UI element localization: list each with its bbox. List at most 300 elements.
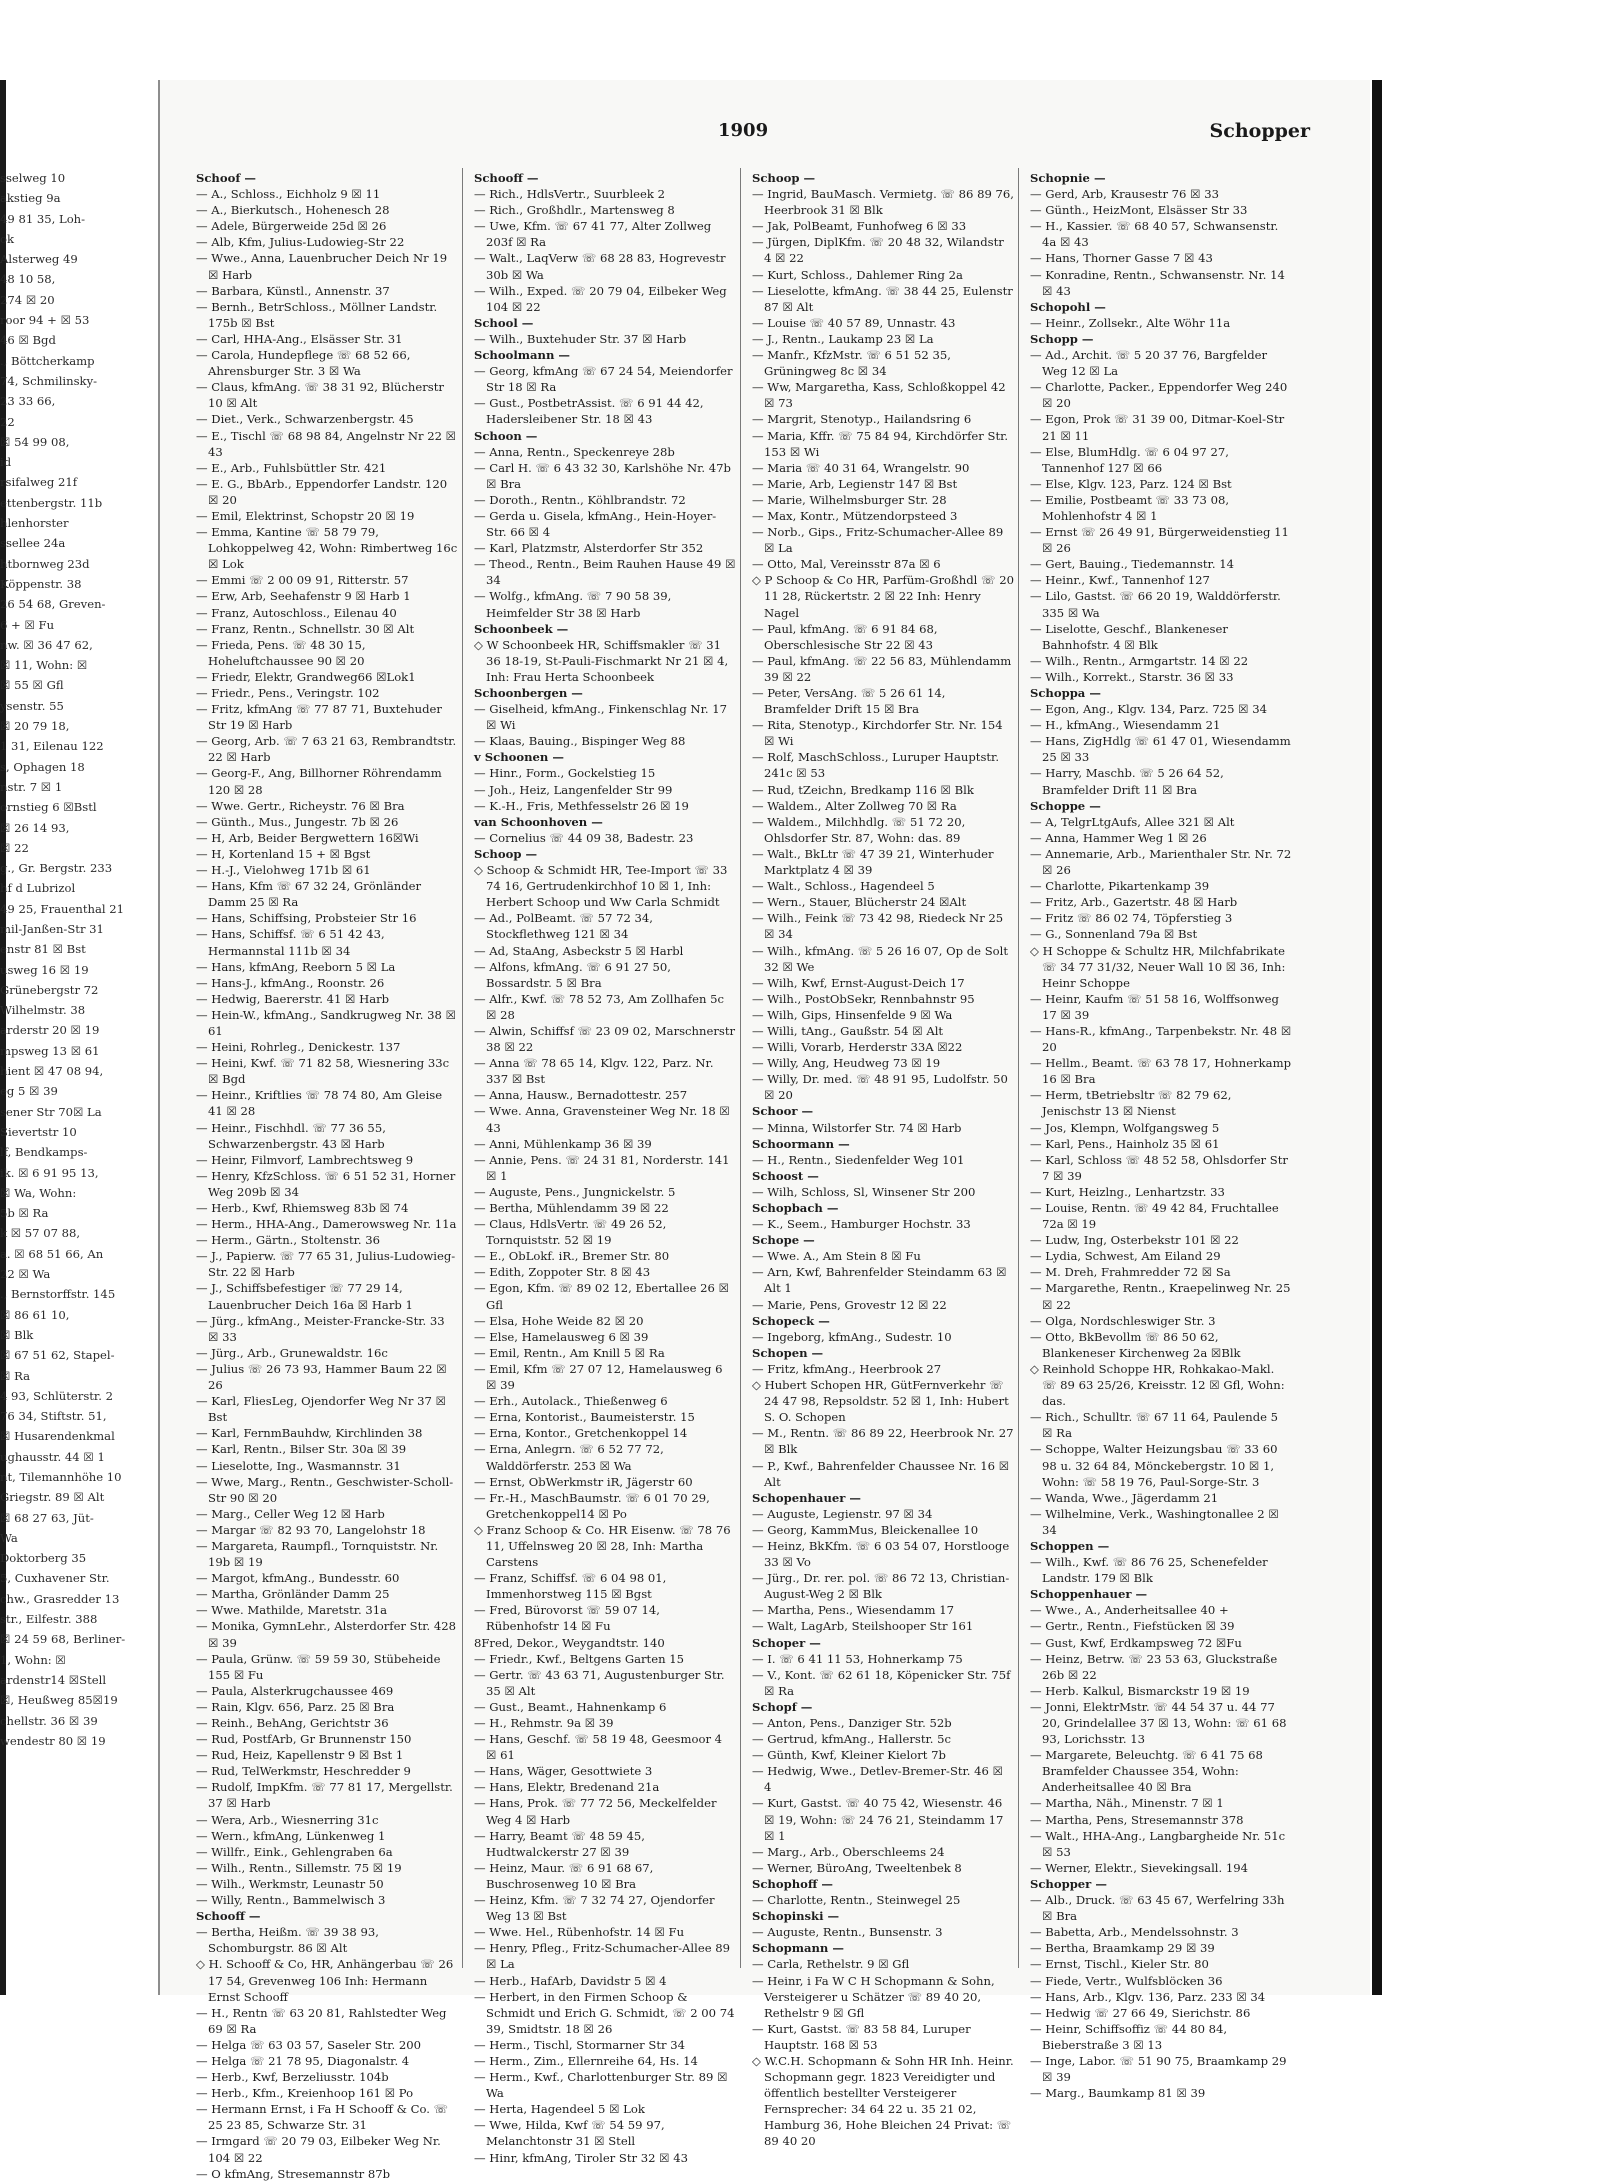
directory-entry: — Emil, Rentn., Am Knill 5 ☒ Ra bbox=[474, 1345, 665, 1360]
fragment-line: 22 bbox=[0, 414, 15, 429]
directory-entry: — Manfr., KfzMstr. ☏ 6 51 52 35, Grüningweg 8c ☒ 34 bbox=[752, 348, 951, 379]
directory-entry: — P., Kwf., Bahrenfelder Chaussee Nr. 16 ☒ Alt bbox=[752, 1458, 1010, 1489]
surname-heading: Schopohl — bbox=[1030, 299, 1106, 314]
directory-entry: — Walt., Schloss., Hagendeel 5 bbox=[752, 879, 935, 894]
directory-entry: — Hermann Ernst, i Fa H Schooff & Co. ☏ 25 23 85, Schwarze Str. 31 bbox=[196, 2102, 449, 2133]
fragment-line: 48 10 58, bbox=[0, 272, 56, 287]
fragment-line: Wa bbox=[0, 1530, 18, 1545]
directory-entry: — Georg, Arb. ☏ 7 63 21 63, Rembrandtstr. 22 ☒ Harb bbox=[196, 734, 457, 765]
fragment-line: ☒ 54 99 08, bbox=[0, 434, 70, 449]
directory-entry: — Konradine, Rentn., Schwansenstr. Nr. 14 ☒ 43 bbox=[1030, 267, 1285, 298]
directory-entry: — Margot, kfmAng., Bundesstr. 60 bbox=[196, 1571, 400, 1586]
directory-entry: — Annie, Pens. ☏ 24 31 81, Norderstr. 141 ☒ 1 bbox=[474, 1152, 730, 1183]
directory-entry: — Ad, StaAng, Asbeckstr 5 ☒ Harbl bbox=[474, 943, 684, 958]
fragment-line: ik. ☒ 6 91 95 13, bbox=[0, 1165, 99, 1180]
directory-entry: — Emil, Elektrinst, Schopstr 20 ☒ 19 bbox=[196, 508, 415, 523]
surname-heading: Schoolmann — bbox=[474, 348, 570, 363]
directory-entry: — J., Rentn., Laukamp 23 ☒ La bbox=[752, 331, 934, 346]
directory-entry: — Lieselotte, kfmAng. ☏ 38 44 25, Eulenstr 87 ☒ Alt bbox=[752, 283, 1013, 314]
directory-entry: — Wera, Arb., Wiesnerring 31c bbox=[196, 1812, 379, 1827]
directory-entry: ◇ W Schoonbeek HR, Schiffsmakler ☏ 31 36 18-19, St-Pauli-Fischmarkt Nr 21 ☒ 4, Inh: Frau Herta Schoonbeek bbox=[474, 637, 729, 684]
directory-entry: — Helga ☏ 63 03 57, Saseler Str. 200 bbox=[196, 2037, 421, 2052]
fragment-line: ☒ 68 27 63, Jüt- bbox=[0, 1510, 94, 1525]
directory-entry: — Egon, Prok ☏ 31 39 00, Ditmar-Koel-Str 21 ☒ 11 bbox=[1030, 412, 1285, 443]
directory-entry: — Heinz, Maur. ☏ 6 91 68 67, Buschrosenweg 10 ☒ Bra bbox=[474, 1860, 654, 1891]
fragment-line: wendestr 80 ☒ 19 bbox=[0, 1733, 106, 1748]
directory-entry: — Wilh., Rentn., Armgartstr. 14 ☒ 22 bbox=[1030, 653, 1249, 668]
fragment-line: akstieg 9a bbox=[0, 191, 61, 206]
directory-entry: — Erh., Autolack., Thießenweg 6 bbox=[474, 1394, 668, 1409]
directory-entry: — Emma, Kantine ☏ 58 79 79, Lohkoppelweg 42, Wohn: Rimbertweg 16c ☒ Lok bbox=[196, 525, 458, 572]
directory-entry: — Charlotte, Pikartenkamp 39 bbox=[1030, 879, 1210, 894]
directory-entry: — Anna, Hammer Weg 1 ☒ 26 bbox=[1030, 830, 1207, 845]
fragment-line: ☒ Wa, Wohn: bbox=[0, 1185, 77, 1200]
directory-entry: — E., Tischl ☏ 68 98 84, Angelnstr Nr 22 ☒ 43 bbox=[196, 428, 457, 459]
directory-entry: — Ingeborg, kfmAng., Sudestr. 10 bbox=[752, 1329, 952, 1344]
fragment-line: 1 31, Eilenau 122 bbox=[0, 739, 104, 754]
directory-entry: — Fritz, Arb., Gazertstr. 48 ☒ Harb bbox=[1030, 895, 1238, 910]
fragment-line: k ☒ 57 07 88, bbox=[0, 1226, 81, 1241]
directory-entry: ◇ H. Schooff & Co, HR, Anhängerbau ☏ 26 17 54, Grevenweg 106 Inh: Hermann Ernst Schooff bbox=[196, 1957, 454, 2004]
fragment-line: sener Str 70☒ La bbox=[0, 1104, 102, 1119]
directory-entry: — Auguste, Rentn., Bunsenstr. 3 bbox=[752, 1925, 943, 1940]
surname-heading: Schoper — bbox=[752, 1635, 821, 1650]
directory-entry: — Wilh., Rentn., Sillemstr. 75 ☒ 19 bbox=[196, 1860, 402, 1875]
directory-entry: — Heini, Kwf. ☏ 71 82 58, Wiesnering 33c ☒ Bgd bbox=[196, 1056, 450, 1087]
directory-entry: — Hans-R., kfmAng., Tarpenbekstr. Nr. 48 ☒ 20 bbox=[1030, 1023, 1292, 1055]
directory-entry: — Alb, Kfm, Julius-Ludowieg-Str 22 bbox=[196, 235, 405, 250]
directory-entry: — Louise ☏ 40 57 89, Unnastr. 43 bbox=[752, 315, 956, 330]
directory-entry: — Rita, Stenotyp., Kirchdorfer Str. Nr. 154 ☒ Wi bbox=[752, 718, 1003, 749]
fragment-line: ardenstr14 ☒Stell bbox=[0, 1672, 107, 1687]
surname-heading: Schopf — bbox=[752, 1699, 813, 1714]
directory-entry: — Schoppe, Walter Heizungsbau ☏ 33 60 98 u. 32 64 84, Mönckebergstr. 10 ☒ 1, Wohn: ☏ 58 19 76, Paul-Sorge-Str. 3 bbox=[1030, 1442, 1278, 1489]
directory-entry: — Fiede, Vertr., Wulfsblöcken 36 bbox=[1030, 1973, 1223, 1988]
surname-heading: Schoof — bbox=[196, 171, 256, 185]
directory-entry: — Jürgen, DiplKfm. ☏ 20 48 32, Wilandstr 4 ☒ 22 bbox=[752, 235, 1004, 266]
directory-entry: — Karl, FliesLeg, Ojendorfer Weg Nr 37 ☒ Bst bbox=[196, 1394, 446, 1425]
directory-entry: — Wwe. Hel., Rübenhofstr. 14 ☒ Fu bbox=[474, 1925, 685, 1940]
directory-entry: — Heinz, BkKfm. ☏ 6 03 54 07, Horstlooge 33 ☒ Vo bbox=[752, 1538, 1010, 1570]
directory-entry: — H, Kortenland 15 + ☒ Bgst bbox=[196, 846, 371, 861]
fragment-line: ☒ 86 61 10, bbox=[0, 1307, 70, 1322]
directory-entry: — H., Rehmstr. 9a ☒ 39 bbox=[474, 1716, 614, 1730]
directory-entry: — Karl, FernmBauhdw, Kirchlinden 38 bbox=[196, 1426, 423, 1441]
directory-entry: — Paul, kfmAng. ☏ 22 56 83, Mühlendamm 39 ☒ 22 bbox=[752, 653, 1012, 684]
fragment-line: ☒ 24 59 68, Berliner- bbox=[0, 1632, 126, 1647]
directory-entry: — Minna, Wilstorfer Str. 74 ☒ Harb bbox=[752, 1120, 962, 1135]
directory-entry: — Helga ☏ 21 78 95, Diagonalstr. 4 bbox=[196, 2053, 410, 2068]
directory-entry: — Wilh., PostObSekr, Rennbahnstr 95 bbox=[752, 991, 975, 1006]
directory-entry: — Uwe, Kfm. ☏ 67 41 77, Alter Zollweg 203f ☒ Ra bbox=[474, 219, 712, 250]
directory-entry: — Martha, Pens., Wiesendamm 17 bbox=[752, 1603, 954, 1618]
directory-entry: — Wilh, Schloss, Sl, Winsener Str 200 bbox=[752, 1184, 976, 1199]
column-rule bbox=[740, 168, 741, 1968]
directory-entry: — Wwe. A., Am Stein 8 ☒ Fu bbox=[752, 1249, 921, 1264]
directory-entry: — Hellm., Beamt. ☏ 63 78 17, Hohnerkamp 16 ☒ Bra bbox=[1030, 1056, 1291, 1087]
fragment-line: nw. ☒ 36 47 62, bbox=[0, 637, 93, 652]
directory-entry: — Hans, Wäger, Gesottwiete 3 bbox=[474, 1764, 653, 1779]
directory-entry: — Paul, kfmAng. ☏ 6 91 84 68, Oberschlesische Str 22 ☒ 43 bbox=[752, 621, 938, 652]
directory-entry: — Gust, Kwf, Erdkampsweg 72 ☒Fu bbox=[1030, 1635, 1242, 1650]
fragment-line: id bbox=[0, 455, 12, 470]
directory-entry: — Walt., LaqVerw ☏ 68 28 83, Hogrevestr 30b ☒ Wa bbox=[474, 251, 726, 282]
directory-entry: — Else, Klgv. 123, Parz. 124 ☒ Bst bbox=[1030, 476, 1232, 491]
directory-entry: — Wilh., kfmAng. ☏ 5 26 16 07, Op de Solt 32 ☒ We bbox=[752, 943, 1008, 974]
right-page-edge bbox=[1372, 80, 1382, 1995]
fragment-line: 22 ☒ Wa bbox=[0, 1267, 51, 1282]
directory-entry: — Cornelius ☏ 44 09 38, Badestr. 23 bbox=[474, 830, 694, 845]
fragment-line: 4 93, Schlüterstr. 2 bbox=[0, 1388, 113, 1403]
directory-entry: — Henry, Pfleg., Fritz-Schumacher-Allee 89 ☒ La bbox=[474, 1941, 730, 1972]
fragment-line: ., Bernstorffstr. 145 bbox=[0, 1287, 116, 1302]
directory-entry: — Doroth., Rentn., Köhlbrandstr. 72 bbox=[474, 492, 686, 507]
directory-entry: — Hans, Thorner Gasse 7 ☒ 43 bbox=[1030, 251, 1213, 266]
directory-entry: — Hein-W., kfmAng., Sandkrugweg Nr. 38 ☒ 61 bbox=[196, 1007, 456, 1038]
directory-entry: — Jos, Klempn, Wolfgangsweg 5 bbox=[1030, 1120, 1220, 1135]
directory-entry: — Otto, Mal, Vereinsstr 87a ☒ 6 bbox=[752, 557, 941, 572]
directory-entry: — Wilh., Korrekt., Starstr. 36 ☒ 33 bbox=[1030, 669, 1234, 684]
directory-entry: — Marie, Pens, Grovestr 12 ☒ 22 bbox=[752, 1297, 947, 1312]
directory-entry: — Bertha, Braamkamp 29 ☒ 39 bbox=[1030, 1941, 1215, 1956]
surname-heading: Schoppen — bbox=[1030, 1538, 1110, 1553]
directory-entry: — Martha, Pens, Stresemannstr 378 bbox=[1030, 1812, 1244, 1827]
directory-page bbox=[158, 80, 1370, 2181]
directory-entry: — Günth., Mus., Jungestr. 7b ☒ 26 bbox=[196, 814, 399, 829]
directory-entry: — Rich., HdlsVertr., Suurbleek 2 bbox=[474, 187, 665, 202]
directory-entry: — M., Rentn. ☏ 86 89 22, Heerbrook Nr. 27 ☒ Blk bbox=[752, 1426, 1014, 1457]
directory-entry: — Carl H. ☏ 6 43 32 30, Karlshöhe Nr. 47b ☒ Bra bbox=[474, 460, 731, 491]
directory-entry: — Hans, kfmAng, Reeborn 5 ☒ La bbox=[196, 959, 396, 974]
directory-entry: — Gertrud, kfmAng., Hallerstr. 5c bbox=[752, 1732, 951, 1747]
directory-entry: — Edith, Zoppoter Str. 8 ☒ 43 bbox=[474, 1265, 651, 1280]
directory-entry: — Maria, Kffr. ☏ 75 84 94, Kirchdörfer Str. 153 ☒ Wi bbox=[752, 428, 1009, 459]
directory-entry: ◇ P Schoop & Co HR, Parfüm-Großhdl ☏ 20 11 28, Rückertstr. 2 ☒ 22 Inh: Henry Nagel bbox=[752, 573, 1014, 620]
directory-entry: — Claus, kfmAng. ☏ 38 31 92, Blücherstr 10 ☒ Alt bbox=[196, 380, 444, 411]
directory-entry: — Willi, tAng., Gaußstr. 54 ☒ Alt bbox=[752, 1023, 944, 1038]
directory-entry: — E., ObLokf. iR., Bremer Str. 80 bbox=[474, 1249, 670, 1264]
directory-entry: — Arn, Kwf, Bahrenfelder Steindamm 63 ☒ Alt 1 bbox=[752, 1265, 1007, 1296]
directory-entry: — Ww, Margaretha, Kass, Schloßkoppel 42 ☒ 73 bbox=[752, 380, 1006, 411]
directory-entry: — Gertr. ☏ 43 63 71, Augustenburger Str. 35 ☒ Alt bbox=[474, 1667, 725, 1698]
fragment-line: hf d Lubrizol bbox=[0, 881, 76, 896]
directory-entry: — Wwe., Anna, Lauenbrucher Deich Nr 19 ☒ Harb bbox=[196, 251, 448, 282]
fragment-line: nt, Tilemannhöhe 10 bbox=[0, 1470, 122, 1484]
directory-entry: — Friedr., Pens., Veringstr. 102 bbox=[196, 686, 380, 700]
directory-entry: — Willy, Ang, Heudweg 73 ☒ 19 bbox=[752, 1056, 941, 1071]
directory-entry: — M. Dreh, Frahmredder 72 ☒ Sa bbox=[1030, 1265, 1231, 1280]
directory-entry: — Inge, Labor. ☏ 51 90 75, Braamkamp 29 ☒ 39 bbox=[1030, 2053, 1287, 2085]
directory-entry: — Irmgard ☏ 20 79 03, Eilbeker Weg Nr. 104 ☒ 22 bbox=[196, 2134, 441, 2165]
directory-entry: — Friedr, Elektr, Grandweg66 ☒Lok1 bbox=[196, 669, 416, 684]
directory-entry: — H., Kassier. ☏ 68 40 57, Schwansenstr. 4a ☒ 43 bbox=[1030, 219, 1279, 250]
fragment-line: ., Böttcherkamp bbox=[0, 353, 95, 368]
surname-heading: Schooff — bbox=[196, 1909, 261, 1924]
directory-entry: — Gust., Beamt., Hahnenkamp 6 bbox=[474, 1699, 667, 1714]
directory-entry: — G., Sonnenland 79a ☒ Bst bbox=[1030, 927, 1198, 942]
directory-entry: — Willy, Dr. med. ☏ 48 91 95, Ludolfstr. 50 ☒ 20 bbox=[752, 1072, 1008, 1103]
directory-entry: — Wwe. Gertr., Richeystr. 76 ☒ Bra bbox=[196, 798, 405, 813]
fragment-line: 46 ☒ Bgd bbox=[0, 333, 56, 348]
directory-entry: — Hedwig ☏ 27 66 49, Sierichstr. 86 bbox=[1030, 2005, 1251, 2020]
directory-entry: — Anna, Hausw., Bernadottestr. 257 bbox=[474, 1088, 688, 1103]
directory-entry: — Wolfg., kfmAng. ☏ 7 90 58 39, Heimfelder Str 38 ☒ Harb bbox=[474, 589, 672, 620]
directory-entry: — J., Schiffsbefestiger ☏ 77 29 14, Lauenbrucher Deich 16a ☒ Harb 1 bbox=[196, 1281, 413, 1312]
directory-entry: — Alfons, kfmAng. ☏ 6 91 27 50, Bossardstr. 5 ☒ Bra bbox=[474, 959, 671, 990]
directory-entry: — Karl, Pens., Hainholz 35 ☒ 61 bbox=[1030, 1136, 1220, 1151]
fragment-line: nstr. 7 ☒ 1 bbox=[0, 779, 63, 794]
surname-heading: Schoppa — bbox=[1030, 686, 1101, 700]
fragment-line: ughausstr. 44 ☒ 1 bbox=[0, 1449, 105, 1464]
directory-entry: — Kurt, Heizlng., Lenhartzstr. 33 bbox=[1030, 1184, 1225, 1199]
surname-heading: Schoonbeek — bbox=[474, 621, 569, 636]
directory-entry: — Carla, Rethelstr. 9 ☒ Gfl bbox=[752, 1957, 910, 1972]
fragment-line: Doktorberg 35 bbox=[0, 1551, 87, 1566]
directory-entry: — Willfr., Eink., Gehlengraben 6a bbox=[196, 1844, 393, 1859]
directory-entry: — Waldem., Milchhdlg. ☏ 51 72 20, Ohlsdorfer Str. 87, Wohn: das. 89 bbox=[752, 814, 966, 845]
directory-entry: — Monika, GymnLehr., Alsterdorfer Str. 428 ☒ 39 bbox=[196, 1619, 457, 1650]
directory-entry: — Fritz, kfmAng ☏ 77 87 71, Buxtehuder Str 19 ☒ Harb bbox=[196, 702, 442, 733]
directory-entry: — Hans-J., kfmAng., Roonstr. 26 bbox=[196, 975, 385, 990]
directory-entry: — Wwe, Marg., Rentn., Geschwister-Scholl-Str 90 ☒ 20 bbox=[196, 1474, 454, 1505]
surname-heading: Schoop — bbox=[752, 171, 816, 185]
directory-entry: — Egon, Kfm. ☏ 89 02 12, Ebertallee 26 ☒ Gfl bbox=[474, 1281, 729, 1312]
directory-entry: — K., Seem., Hamburger Hochstr. 33 bbox=[752, 1217, 971, 1232]
directory-entry: — Erna, Kontorist., Baumeisterstr. 15 bbox=[474, 1410, 695, 1425]
surname-heading: van Schoonhoven — bbox=[474, 814, 603, 829]
surname-heading: Schopnie — bbox=[1030, 171, 1106, 185]
directory-entry: — Werner, BüroAng, Tweeltenbek 8 bbox=[752, 1860, 962, 1875]
directory-entry: — Hans, Schiffsf. ☏ 6 51 42 43, Hermannstal 111b ☒ 34 bbox=[196, 927, 385, 958]
directory-entry: — Carl, HHA-Ang., Elsässer Str. 31 bbox=[196, 331, 403, 346]
surname-heading: Schoonbergen — bbox=[474, 686, 583, 700]
fragment-line: ☒, Heußweg 85☒19 bbox=[0, 1693, 118, 1708]
directory-entry: — Auguste, Legienstr. 97 ☒ 34 bbox=[752, 1506, 933, 1521]
directory-entry: — Margarete, Beleuchtg. ☏ 6 41 75 68 Bramfelder Chaussee 354, Wohn: Anderheitsallee 40 ☒ Bra bbox=[1030, 1748, 1263, 1795]
directory-entry: — Diet., Verk., Schwarzenbergstr. 45 bbox=[196, 412, 414, 427]
surname-heading: Schopen — bbox=[752, 1345, 824, 1360]
fragment-line: 5b ☒ Ra bbox=[0, 1206, 49, 1221]
directory-entry: — Franz, Rentn., Schnellstr. 30 ☒ Alt bbox=[196, 621, 415, 636]
directory-entry: — Julius ☏ 26 73 93, Hammer Baum 22 ☒ 26 bbox=[196, 1361, 447, 1393]
fragment-line: 26 54 68, Greven- bbox=[0, 597, 106, 612]
surname-heading: Schope — bbox=[752, 1233, 815, 1248]
directory-entry: — Ernst ☏ 26 49 91, Bürgerweidenstieg 11 ☒ 26 bbox=[1030, 525, 1289, 556]
fragment-line: str., Eilfestr. 388 bbox=[0, 1612, 98, 1627]
directory-entry: — Margar ☏ 82 93 70, Langelohstr 18 bbox=[196, 1522, 426, 1537]
directory-entry: — A., Bierkutsch., Hohenesch 28 bbox=[196, 203, 390, 218]
surname-heading: Schopenhauer — bbox=[752, 1490, 861, 1505]
directory-entry: — Karl, Platzmstr, Alsterdorfer Str 352 bbox=[474, 541, 704, 556]
directory-entry: — Lydia, Schwest, Am Eiland 29 bbox=[1030, 1249, 1221, 1264]
directory-entry: — Heinr, i Fa W C H Schopmann & Sohn, Versteigerer u Schätzer ☏ 89 40 20, Rethelstr 9 ☒ Gfl bbox=[752, 1973, 995, 2020]
directory-entry: — Wilh., Kwf. ☏ 86 76 25, Schenefelder Landstr. 179 ☒ Blk bbox=[1030, 1555, 1268, 1586]
directory-entry: — Rain, Klgv. 656, Parz. 25 ☒ Bra bbox=[196, 1699, 395, 1714]
directory-entry: — Franz, Schiffsf. ☏ 6 04 98 01, Immenhorstweg 115 ☒ Bgst bbox=[474, 1571, 667, 1602]
directory-entry: — Claus, HdlsVertr. ☏ 49 26 52, Tornquiststr. 52 ☒ 19 bbox=[474, 1217, 667, 1248]
directory-entry: ◇ Franz Schoop & Co. HR Eisenw. ☏ 78 76 11, Uffelnsweg 20 ☒ 28, Inh: Martha Carstens bbox=[474, 1522, 731, 1570]
directory-entry: — Bertha, Mühlendamm 39 ☒ 22 bbox=[474, 1201, 669, 1215]
directory-entry: ◇ Schoop & Schmidt HR, Tee-Import ☏ 33 74 16, Gertrudenkirchhof 10 ☒ 1, Inh: Herbert Schoop und Ww Carla Schmidt bbox=[474, 863, 728, 910]
directory-entry: — Hans, Elektr, Bredenand 21a bbox=[474, 1780, 660, 1795]
directory-entry: — Walt, LagArb, Steilshooper Str 161 bbox=[752, 1619, 974, 1634]
directory-entry: ◇ H Schoppe & Schultz HR, Milchfabrikate ☏ 34 77 31/32, Neuer Wall 10 ☒ 36, Inh: Heinr Schoppe bbox=[1030, 943, 1286, 990]
surname-heading: v Schoonen — bbox=[474, 750, 564, 765]
left-page-fragment bbox=[0, 168, 146, 1968]
directory-entry: — Herbert, in den Firmen Schoop & Schmidt und Erich G. Schmidt, ☏ 2 00 74 39, Smidtstr. 18 ☒ 26 bbox=[474, 1989, 735, 2036]
directory-entry: — H., Rentn ☏ 63 20 81, Rahlstedter Weg 69 ☒ Ra bbox=[196, 2005, 447, 2036]
directory-entry: — Henry, KfzSchloss. ☏ 6 51 52 31, Horner Weg 209b ☒ 34 bbox=[196, 1168, 456, 1199]
directory-entry: — Lilo, Gastst. ☏ 66 20 19, Walddörferstr. 335 ☒ Wa bbox=[1030, 589, 1281, 620]
directory-entry: — Werner, Elektr., Sievekingsall. 194 bbox=[1030, 1860, 1248, 1875]
directory-entry: — Waldem., Alter Zollweg 70 ☒ Ra bbox=[752, 798, 957, 813]
directory-entry: — Wilh, Gips, Hinsenfelde 9 ☒ Wa bbox=[752, 1007, 953, 1022]
directory-entry: — Ernst, ObWerkmstr iR, Jägerstr 60 bbox=[474, 1474, 693, 1489]
fragment-line: Wilhelmstr. 38 bbox=[0, 1003, 86, 1018]
fragment-line: ettenbergstr. 11b bbox=[0, 495, 103, 510]
directory-entry: — Herm., HHA-Ang., Damerowsweg Nr. 11a bbox=[196, 1217, 457, 1232]
directory-entry: — Harry, Maschb. ☏ 5 26 64 52, Bramfelder Drift 11 ☒ Bra bbox=[1030, 766, 1224, 797]
directory-entry: — Erna, Kontor., Gretchenkoppel 14 bbox=[474, 1426, 688, 1441]
directory-entry: — Walt., HHA-Ang., Langbargheide Nr. 51c ☒ 53 bbox=[1030, 1828, 1286, 1859]
directory-entry: — Egon, Ang., Klgv. 134, Parz. 725 ☒ 34 bbox=[1030, 702, 1267, 717]
directory-column-1 bbox=[196, 170, 458, 2181]
directory-entry: — Ernst, Tischl., Kieler Str. 80 bbox=[1030, 1957, 1209, 1972]
directory-entry: — Charlotte, Rentn., Steinwegel 25 bbox=[752, 1893, 961, 1908]
directory-entry: — Heini, Rohrleg., Denickestr. 137 bbox=[196, 1040, 401, 1055]
directory-entry: — Bertha, Heißm. ☏ 39 38 93, Schomburgstr. 86 ☒ Alt bbox=[196, 1925, 379, 1956]
directory-entry: — Hans, Prok. ☏ 77 72 56, Meckelfelder Weg 4 ☒ Harb bbox=[474, 1796, 717, 1827]
directory-entry: — Heinz, Betrw. ☏ 23 53 63, Gluckstraße 26b ☒ 22 bbox=[1030, 1651, 1278, 1682]
directory-entry: — Willi, Vorarb, Herderstr 33A ☒22 bbox=[752, 1040, 963, 1055]
directory-entry: — Anton, Pens., Danziger Str. 52b bbox=[752, 1716, 952, 1730]
directory-entry: — Peter, VersAng. ☏ 5 26 61 14, Bramfelder Drift 15 ☒ Bra bbox=[752, 686, 946, 717]
directory-entry: — Babetta, Arb., Mendelssohnstr. 3 bbox=[1030, 1925, 1239, 1940]
directory-entry: — Emilie, Postbeamt ☏ 33 73 08, Mohlenhofstr 4 ☒ 1 bbox=[1030, 492, 1230, 523]
fragment-line: 74, Schmilinsky- bbox=[0, 373, 98, 388]
directory-entry: — Heinr., Fischhdl. ☏ 77 36 55, Schwarzenbergstr. 43 ☒ Harb bbox=[196, 1120, 386, 1151]
surname-heading: Schooff — bbox=[474, 171, 539, 185]
directory-entry: — Hans, Schiffsing, Probsteier Str 16 bbox=[196, 911, 417, 926]
directory-entry: — Karl, Schloss ☏ 48 52 58, Ohlsdorfer Str 7 ☒ 39 bbox=[1030, 1152, 1288, 1183]
fragment-line: s, Ophagen 18 bbox=[0, 759, 85, 774]
directory-entry: — Charlotte, Packer., Eppendorfer Weg 240 ☒ 20 bbox=[1030, 380, 1288, 411]
directory-entry: — Hedwig, Wwe., Detlev-Bremer-Str. 46 ☒ 4 bbox=[752, 1764, 1004, 1795]
directory-entry: — Jürg., Dr. rer. pol. ☏ 86 72 13, Christian-August-Weg 2 ☒ Blk bbox=[752, 1571, 1010, 1602]
directory-entry: — Else, BlumHdlg. ☏ 6 04 97 27, Tannenhof 127 ☒ 66 bbox=[1030, 444, 1229, 475]
fragment-line: enstr 81 ☒ Bst bbox=[0, 942, 86, 957]
directory-entry: — Marie, Wilhelmsburger Str. 28 bbox=[752, 492, 947, 507]
directory-entry: — Elsa, Hohe Weide 82 ☒ 20 bbox=[474, 1313, 644, 1328]
directory-entry: — Hans, Geschf. ☏ 58 19 48, Geesmoor 4 ☒ 61 bbox=[474, 1732, 723, 1763]
directory-entry: — Rud, TelWerkmstr, Heschredder 9 bbox=[196, 1764, 411, 1779]
directory-entry: — Ludw, Ing, Osterbekstr 101 ☒ 22 bbox=[1030, 1233, 1239, 1248]
fragment-line: g., Gr. Bergstr. 233 bbox=[0, 861, 113, 876]
directory-entry: — Herb. Kalkul, Bismarckstr 19 ☒ 19 bbox=[1030, 1683, 1250, 1698]
surname-heading: Schoon — bbox=[474, 428, 538, 443]
fragment-line: htbornweg 23d bbox=[0, 556, 90, 571]
directory-column-3 bbox=[752, 170, 1014, 2149]
directory-entry: — Rolf, MaschSchloss., Luruper Hauptstr. 241c ☒ 53 bbox=[752, 750, 1000, 781]
fragment-line: 1, Wohn: ☒ bbox=[0, 1652, 66, 1667]
directory-entry: — Herb., HafArb, Davidstr 5 ☒ 4 bbox=[474, 1973, 667, 1988]
surname-heading: Schoor — bbox=[752, 1104, 814, 1119]
directory-entry: — I. ☏ 6 41 11 53, Hohnerkamp 75 bbox=[752, 1651, 963, 1666]
directory-entry: — Alwin, Schiffsf ☏ 23 09 02, Marschnerstr 38 ☒ 22 bbox=[474, 1023, 736, 1055]
fragment-line: ☒ 26 14 93, bbox=[0, 820, 70, 835]
directory-entry: — Fritz, kfmAng., Heerbrook 27 bbox=[752, 1361, 942, 1376]
directory-entry: — Emmi ☏ 2 00 09 91, Ritterstr. 57 bbox=[196, 573, 409, 588]
directory-entry: — Franz, Autoschloss., Eilenau 40 bbox=[196, 605, 397, 620]
fragment-line: Alsterweg 49 bbox=[0, 252, 78, 267]
directory-entry: — Emil, Kfm ☏ 27 07 12, Hamelausweg 6 ☒ 39 bbox=[474, 1361, 723, 1393]
fragment-line: roor 94 + ☒ 53 bbox=[0, 313, 90, 328]
directory-entry: — Heinr., Kriftlies ☏ 78 74 80, Am Gleise 41 ☒ 28 bbox=[196, 1088, 443, 1119]
directory-entry: — Adele, Bürgerweide 25d ☒ 26 bbox=[196, 219, 387, 234]
directory-entry: — Willy, Rentn., Bammelwisch 3 bbox=[196, 1893, 386, 1908]
directory-entry: — Rud, tZeichn, Bredkamp 116 ☒ Blk bbox=[752, 782, 974, 797]
fragment-line: ☒ 22 bbox=[0, 840, 29, 855]
directory-entry: — Karl, Rentn., Bilser Str. 30a ☒ 39 bbox=[196, 1442, 407, 1457]
fragment-line: chw., Grasredder 13 bbox=[0, 1591, 120, 1606]
directory-entry: — Wilh., Buxtehuder Str. 37 ☒ Harb bbox=[474, 331, 687, 346]
fragment-line: chellstr. 36 ☒ 39 bbox=[0, 1713, 98, 1728]
directory-entry: — Olga, Nordschleswiger Str. 3 bbox=[1030, 1313, 1216, 1328]
surname-heading: Schopeck — bbox=[752, 1313, 830, 1328]
page-header bbox=[160, 120, 1370, 148]
fragment-line: ☒ 55 ☒ Gfl bbox=[0, 678, 64, 693]
directory-entry: — Jürg., kfmAng., Meister-Francke-Str. 33 ☒ 33 bbox=[196, 1313, 445, 1344]
directory-entry: — Ad., PolBeamt. ☏ 57 72 34, Stockflethweg 121 ☒ 34 bbox=[474, 911, 653, 942]
directory-entry: — Anni, Mühlenkamp 36 ☒ 39 bbox=[474, 1136, 652, 1151]
directory-entry: — Herm., Zim., Ellernreihe 64, Hs. 14 bbox=[474, 2053, 698, 2068]
directory-entry: — Herm., Gärtn., Stoltenstr. 36 bbox=[196, 1233, 381, 1248]
directory-entry: — Auguste, Pens., Jungnickelstr. 5 bbox=[474, 1184, 676, 1199]
directory-entry: — Wwe. Anna, Gravensteiner Weg Nr. 18 ☒ 43 bbox=[474, 1104, 730, 1135]
running-head: Schopper bbox=[1209, 120, 1310, 142]
directory-entry: — Erna, Anlegrn. ☏ 6 52 77 72, Walddörferstr. 253 ☒ Wa bbox=[474, 1442, 664, 1473]
directory-entry: — Annemarie, Arb., Marienthaler Str. Nr. 72 ☒ 26 bbox=[1030, 846, 1292, 878]
directory-entry: — Gertr., Rentn., Fiefstücken ☒ 39 bbox=[1030, 1619, 1235, 1634]
directory-entry: — H.-J., Vielohweg 171b ☒ 61 bbox=[196, 863, 371, 878]
directory-entry: — Fritz ☏ 86 02 74, Töpferstieg 3 bbox=[1030, 911, 1233, 926]
directory-entry: — Fred, Bürovorst ☏ 59 07 14, Rübenhofstr 14 ☒ Fu bbox=[474, 1603, 660, 1634]
fragment-line: ok bbox=[0, 231, 15, 246]
directory-entry: — Martha, Näh., Minenstr. 7 ☒ 1 bbox=[1030, 1796, 1224, 1811]
directory-entry: — Herb., Kwf, Berzeliusstr. 104b bbox=[196, 2070, 389, 2085]
directory-column-4 bbox=[1030, 170, 1292, 2101]
fragment-line: 23 33 66, bbox=[0, 394, 56, 409]
directory-entry: — Rud, Heiz, Kapellenstr 9 ☒ Bst 1 bbox=[196, 1748, 404, 1763]
fragment-line: ☒ 11, Wohn: ☒ bbox=[0, 658, 88, 673]
directory-entry: — Frieda, Pens. ☏ 48 30 15, Hoheluftchaussee 90 ☒ 20 bbox=[196, 637, 366, 668]
directory-entry: — Reinh., BehAng, Gerichtstr 36 bbox=[196, 1716, 389, 1730]
fragment-line: ☒ 67 51 62, Stapel- bbox=[0, 1348, 115, 1363]
directory-entry: — Gerd, Arb, Krausestr 76 ☒ 33 bbox=[1030, 187, 1219, 202]
fragment-line: arderstr 20 ☒ 19 bbox=[0, 1023, 100, 1038]
directory-entry: — Margrit, Stenotyp., Hailandsring 6 bbox=[752, 412, 972, 427]
directory-entry: — Günth, Kwf, Kleiner Kielort 7b bbox=[752, 1748, 946, 1763]
directory-entry: — Liselotte, Geschf., Blankeneser Bahnhofstr. 4 ☒ Blk bbox=[1030, 621, 1228, 652]
directory-entry: — Marie, Arb, Legienstr 147 ☒ Bst bbox=[752, 476, 958, 491]
directory-entry: ◇ Reinhold Schoppe HR, Rohkakao-Makl. ☏ 89 63 25/26, Kreisstr. 12 ☒ Gfl, Wohn: das. bbox=[1030, 1361, 1285, 1409]
column-rule bbox=[1018, 168, 1019, 1968]
directory-entry: — Jonni, ElektrMstr. ☏ 44 54 37 u. 44 77 20, Grindelallee 37 ☒ 13, Wohn: ☏ 61 68 93, Lorichsstr. 13 bbox=[1030, 1699, 1287, 1747]
directory-entry: — Rud, PostfArb, Gr Brunnenstr 150 bbox=[196, 1732, 412, 1747]
directory-entry: — O kfmAng, Stresemannstr 87b bbox=[196, 2166, 391, 2181]
directory-entry: — Wwe., A., Anderheitsallee 40 + bbox=[1030, 1603, 1229, 1618]
directory-entry: — Hedwig, Baererstr. 41 ☒ Harb bbox=[196, 991, 390, 1006]
